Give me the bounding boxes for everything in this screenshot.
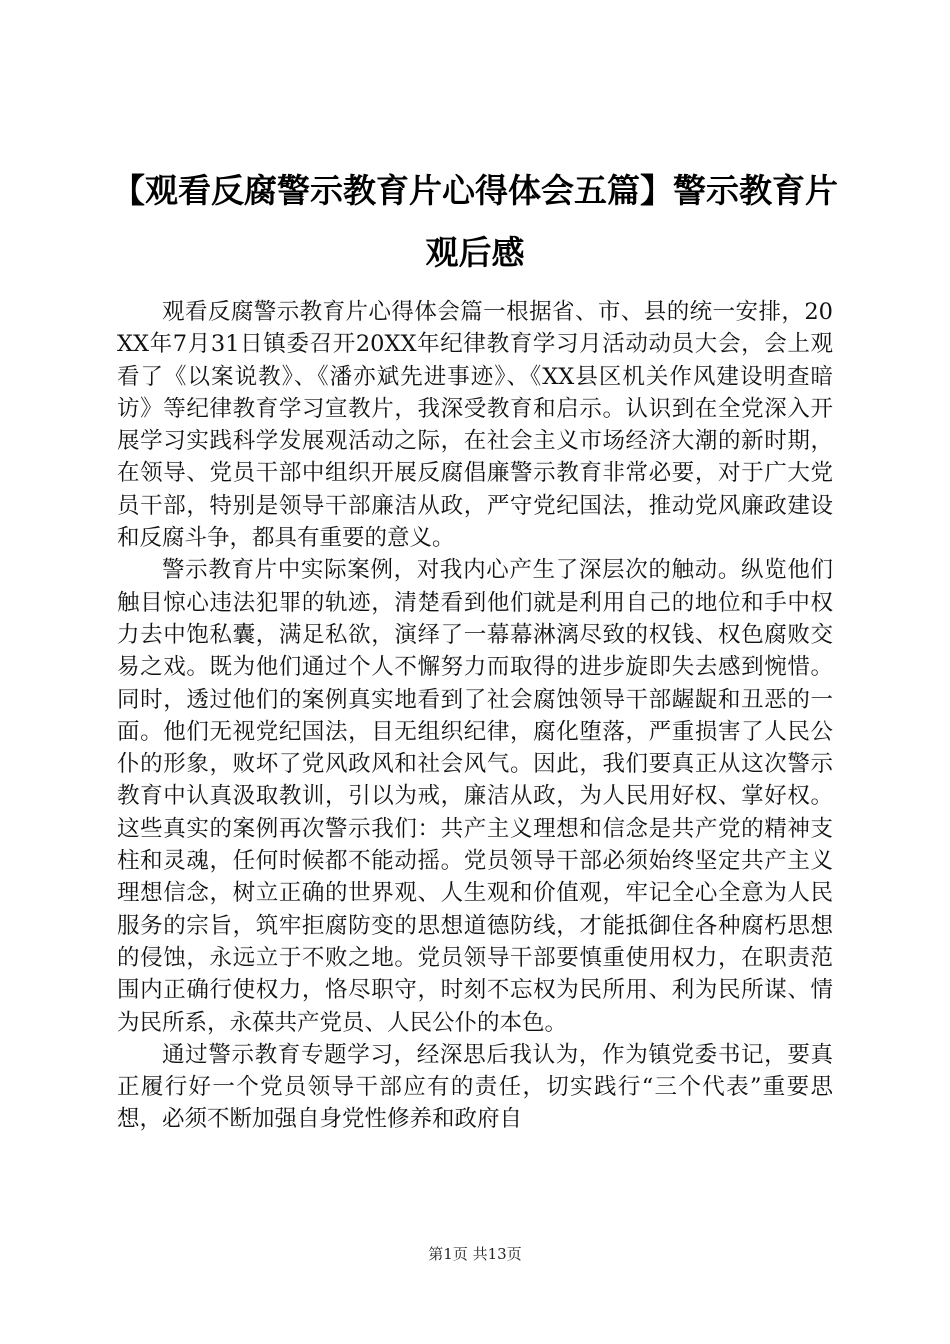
page-number-footer: 第1页 共13页 [428, 1245, 522, 1263]
paragraph-1: 观看反腐警示教育片心得体会篇一根据省、市、县的统一安排，20XX年7月31日镇委召开20XX年纪律教育学习月活动动员大会，会上观看了《以案说教》、《潘亦斌先进事迹》、《XX县区机关作风建设明查暗访》等纪律教育学习宣教片，我深受教育和启示。认识到在全党深入开展学习实践科学发展观活动之际，在社会主义市场经济大潮的新时期，在领导、党员干部中组织开展反腐倡廉警示教育非常必要，对于广大党员干部，特别是领导干部廉洁从政，严守党纪国法，推动党风廉政建设和反腐斗争，都具有重要的意义。 [117, 299, 833, 552]
document-title: 【观看反腐警示教育片心得体会五篇】警示教育片观后感 [112, 171, 838, 272]
paragraph-2: 警示教育片中实际案例，对我内心产生了深层次的触动。纵览他们触目惊心违法犯罪的轨迹，清楚看到他们就是利用自己的地位和手中权力去中饱私囊，满足私欲，演绎了一幕幕淋漓尽致的权钱、权色腐败交易之戏。既为他们通过个人不懈努力而取得的进步旋即失去感到惋惜。同时，透过他们的案例真实地看到了社会腐蚀领导干部龌龊和丑恶的一面。他们无视党纪国法，目无组织纪律，腐化堕落，严重损害了人民公仆的形象，败坏了党风政风和社会风气。因此，我们要真正从这次警示教育中认真汲取教训，引以为戒，廉洁从政，为人民用好权、掌好权。这些真实的案例再次警示我们：共产主义理想和信念是共产党的精神支柱和灵魂，任何时候都不能动摇。党员领导干部必须始终坚定共产主义理想信念，树立正确的世界观、人生观和价值观，牢记全心全意为人民服务的宗旨，筑牢拒腐防变的思想道德防线，才能抵御住各种腐朽思想的侵蚀，永远立于不败之地。党员领导干部要慎重使用权力，在职责范围内正确行使权力，恪尽职守，时刻不忘权为民所用、利为民所谋、情为民所系，永葆共产党员、人民公仆的本色。 [117, 557, 833, 1036]
paragraph-3: 通过警示教育专题学习，经深思后我认为，作为镇党委书记，要真正履行好一个党员领导干部应有的责任，切实践行“三个代表”重要思想，必须不断加强自身党性修养和政府自 [117, 1041, 833, 1133]
document-body [117, 296, 833, 1136]
